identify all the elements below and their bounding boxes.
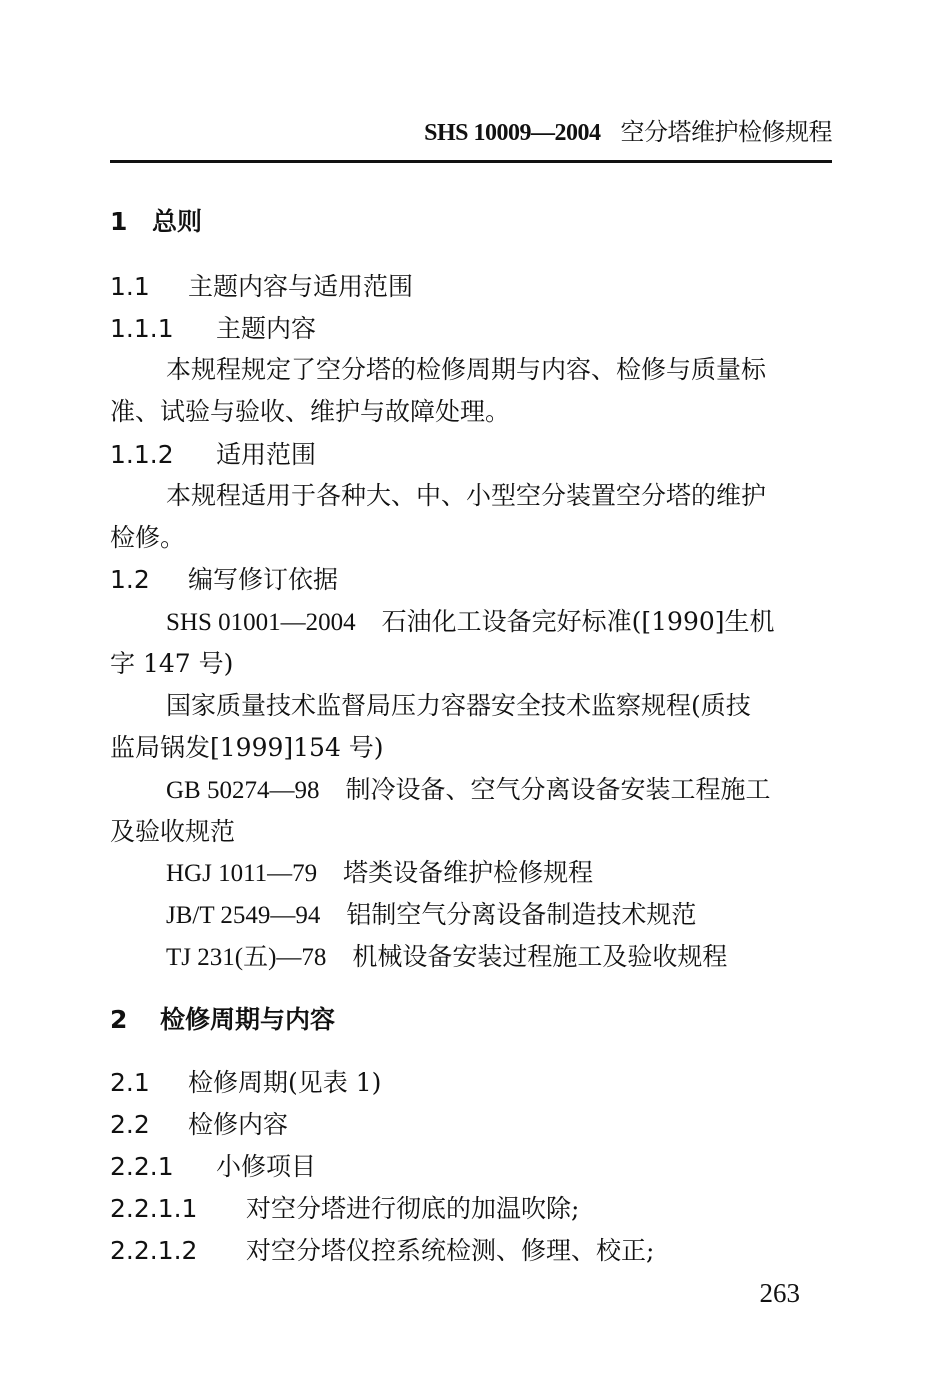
section-heading-2: 2 检修周期与内容 bbox=[110, 1005, 336, 1034]
section-heading-1-1-2: 1.1.2 适用范围 bbox=[110, 440, 317, 469]
header-title: 空分塔维护检修规程 bbox=[620, 118, 832, 146]
running-header bbox=[424, 112, 832, 147]
paragraph-2-line-2: 检修。 bbox=[110, 523, 186, 552]
reference-1-line-2: 字 147 号) bbox=[110, 649, 234, 678]
standard-code: SHS 10009—2004 bbox=[424, 120, 601, 146]
section-heading-1-2: 1.2 编写修订依据 bbox=[110, 565, 339, 594]
reference-1-line-1: SHS 01001—2004 石油化工设备完好标准([1990]生机 bbox=[166, 607, 775, 636]
reference-2-line-1: 国家质量技术监督局压力容器安全技术监察规程(质技 bbox=[166, 691, 751, 720]
section-heading-2-2-1: 2.2.1 小修项目 bbox=[110, 1152, 317, 1181]
section-heading-1: 1 总则 bbox=[110, 207, 203, 236]
section-heading-2-1: 2.1 检修周期(见表 1) bbox=[110, 1068, 382, 1097]
header-rule bbox=[110, 160, 832, 163]
section-heading-2-2: 2.2 检修内容 bbox=[110, 1110, 289, 1139]
page-number: 263 bbox=[759, 1278, 800, 1308]
section-heading-1-1-1: 1.1.1 主题内容 bbox=[110, 314, 317, 343]
paragraph-2-line-1: 本规程适用于各种大、中、小型空分装置空分塔的维护 bbox=[166, 481, 767, 510]
item-2-2-1-1: 2.2.1.1 对空分塔进行彻底的加温吹除; bbox=[110, 1194, 580, 1223]
reference-2-line-2: 监局锅发[1999]154 号) bbox=[110, 733, 384, 762]
reference-6: TJ 231(五)—78 机械设备安装过程施工及验收规程 bbox=[166, 942, 728, 971]
paragraph-1-line-2: 准、试验与验收、维护与故障处理。 bbox=[110, 397, 511, 426]
reference-3-line-2: 及验收规范 bbox=[110, 817, 236, 846]
section-heading-1-1: 1.1 主题内容与适用范围 bbox=[110, 272, 414, 301]
reference-3-line-1: GB 50274—98 制冷设备、空气分离设备安装工程施工 bbox=[166, 775, 771, 804]
paragraph-1-line-1: 本规程规定了空分塔的检修周期与内容、检修与质量标 bbox=[166, 355, 767, 384]
item-2-2-1-2: 2.2.1.2 对空分塔仪控系统检测、修理、校正; bbox=[110, 1236, 655, 1265]
reference-4: HGJ 1011—79 塔类设备维护检修规程 bbox=[166, 858, 594, 887]
reference-5: JB/T 2549—94 铝制空气分离设备制造技术规范 bbox=[166, 900, 697, 929]
